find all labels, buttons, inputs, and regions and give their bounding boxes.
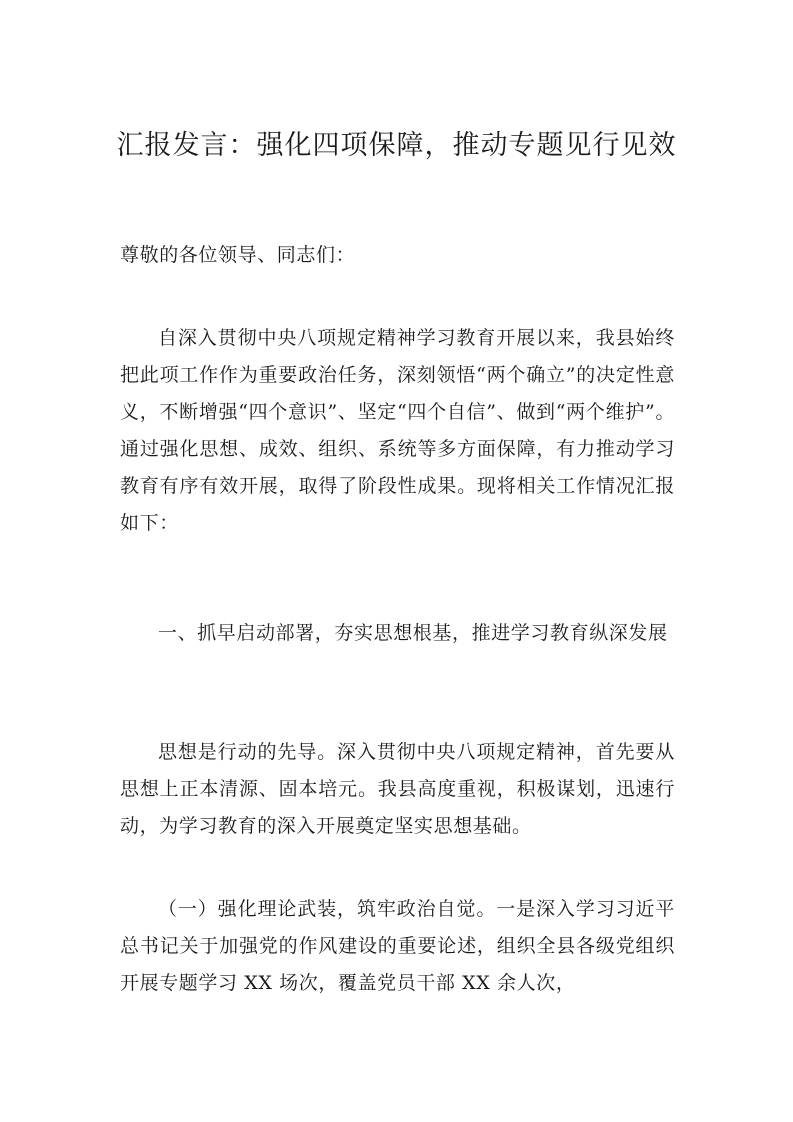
subsection-paragraph: （一）强化理论武装，筑牢政治自觉。一是深入学习习近平总书记关于加强党的作风建设的重要论述，组织全县各级党组织开展专题学习 XX 场次，覆盖党员干部 XX 余人次， [120,898,675,994]
greeting-line: 尊敬的各位领导、同志们： [120,244,356,266]
section-heading-1: 一、抓早启动部署，夯实思想根基，推进学习教育纵深发展 [158,622,668,644]
intro-paragraph: 自深入贯彻中央八项规定精神学习教育开展以来，我县始终把此项工作作为重要政治任务，深刻领悟“两个确立”的决定性意义，不断增强“四个意识”、坚定“四个自信”、做到“两个维护”。通过强化思想、成效、组织、系统等多方面保障，有力推动学习教育有序有效开展，取得了阶段性成果。现将相关工作情况汇报如下： [120,327,675,534]
body-paragraph: 思想是行动的先导。深入贯彻中央八项规定精神，首先要从思想上正本清源、固本培元。我县高度重视，积极谋划，迅速行动，为学习教育的深入开展奠定坚实思想基础。 [120,741,675,837]
document-title: 汇报发言：强化四项保障，推动专题见行见效 [116,130,677,161]
